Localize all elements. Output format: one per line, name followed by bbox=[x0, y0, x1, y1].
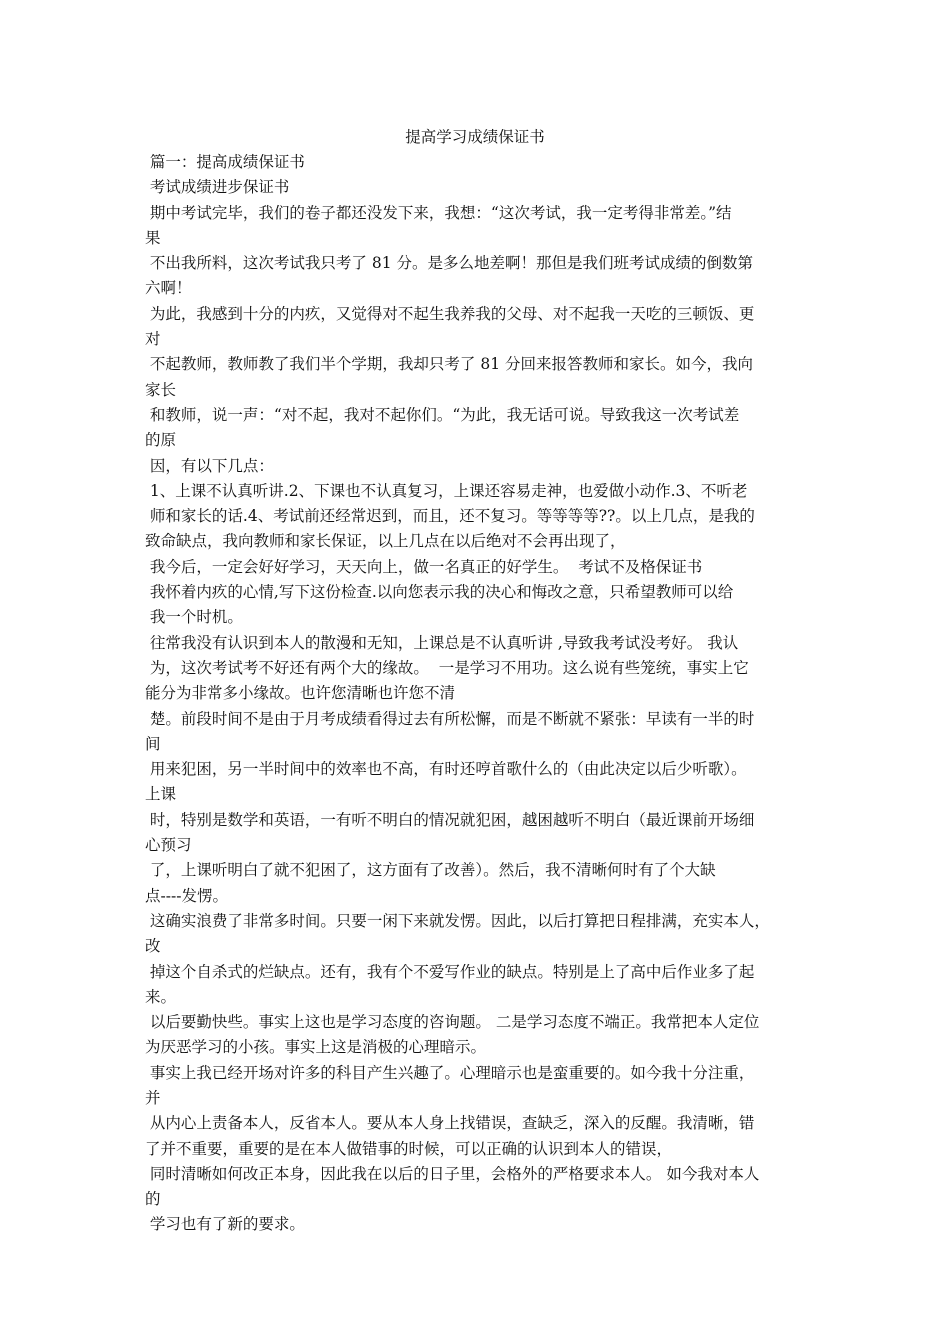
body-text-line: 我怀着内疚的心情,写下这份检查.以向您表示我的决心和悔改之意，只希望教师可以给 bbox=[145, 583, 734, 602]
body-text-line: 上课 bbox=[145, 785, 177, 804]
body-text-line: 为，这次考试考不好还有两个大的缘故。 一是学习不用功。这么说有些笼统，事实上它 bbox=[145, 658, 749, 677]
body-text-line: 不起教师，教师教了我们半个学期，我却只考了 81 分回来报答教师和家长。如今，我向 bbox=[145, 355, 754, 374]
body-text-line: 并 bbox=[145, 1088, 161, 1107]
body-text-line: 不出我所料，这次考试我只考了 81 分。是多么地差啊！那但是我们班考试成绩的倒数第 bbox=[145, 254, 754, 273]
body-text-line: 这确实浪费了非常多时间。只要一闲下来就发愣。因此，以后打算把日程排满，充实本人， bbox=[145, 911, 770, 930]
body-text-line: 为此，我感到十分的内疚，又觉得对不起生我养我的父母、对不起我一天吃的三顿饭、更 bbox=[145, 304, 755, 323]
body-text-line: 了并不重要，重要的是在本人做错事的时候，可以正确的认识到本人的错误， bbox=[145, 1139, 673, 1158]
body-text-line: 从内心上责备本人，反省本人。要从本人身上找错误，查缺乏，深入的反醒。我清晰，错 bbox=[145, 1114, 755, 1133]
body-text-line: 致命缺点，我向教师和家长保证，以上几点在以后绝对不会再出现了， bbox=[145, 532, 626, 551]
body-text-line: 期中考试完毕，我们的卷子都还没发下来，我想：“这次考试，我一定考得非常差。”结 bbox=[145, 203, 732, 222]
body-text-line: 为厌恶学习的小孩。事实上这是消极的心理暗示。 bbox=[145, 1038, 487, 1057]
body-text-line: 学习也有了新的要求。 bbox=[145, 1215, 305, 1234]
body-text-line: 间 bbox=[145, 734, 161, 753]
body-text-line: 点----发愣。 bbox=[145, 886, 228, 905]
body-text-line: 时，特别是数学和英语，一有听不明白的情况就犯困，越困越听不明白（最近课前开场细 bbox=[145, 810, 755, 829]
body-text-line: 对 bbox=[145, 330, 161, 349]
body-text-line: 来。 bbox=[145, 987, 177, 1006]
document-body bbox=[145, 150, 815, 1238]
body-text-line: 考试成绩进步保证书 bbox=[145, 178, 290, 197]
body-text-line: 1、上课不认真听讲.2、下课也不认真复习，上课还容易走神，也爱做小动作.3、不听老 bbox=[145, 481, 748, 500]
body-text-line: 能分为非常多小缘故。也许您清晰也许您不清 bbox=[145, 684, 456, 703]
body-text-line: 我今后，一定会好好学习，天天向上，做一名真正的好学生。 考试不及格保证书 bbox=[145, 557, 703, 576]
body-text-line: 我一个时机。 bbox=[145, 608, 243, 627]
body-text-line: 家长 bbox=[145, 380, 177, 399]
body-text-line: 的 bbox=[145, 1190, 161, 1209]
body-text-line: 果 bbox=[145, 228, 161, 247]
body-text-line: 楚。前段时间不是由于月考成绩看得过去有所松懈，而是不断就不紧张：早读有一半的时 bbox=[145, 709, 755, 728]
body-text-line: 同时清晰如何改正本身，因此我在以后的日子里，会格外的严格要求本人。 如今我对本人 bbox=[145, 1164, 760, 1183]
body-text-line: 六啊！ bbox=[145, 279, 192, 298]
body-text-line: 了，上课听明白了就不犯困了，这方面有了改善）。然后，我不清晰何时有了个大缺 bbox=[145, 861, 716, 880]
document-title: 提高学习成绩保证书 bbox=[405, 128, 545, 146]
body-text-line: 改 bbox=[145, 937, 161, 956]
body-text-line: 用来犯困，另一半时间中的效率也不高，有时还哼首歌什么的（由此决定以后少听歌）。 bbox=[145, 760, 747, 779]
body-text-line: 以后要勤快些。事实上这也是学习态度的咨询题。 二是学习态度不端正。我常把本人定位 bbox=[145, 1013, 760, 1032]
body-text-line: 事实上我已经开场对许多的科目产生兴趣了。心理暗示也是蛮重要的。如今我十分注重， bbox=[145, 1063, 755, 1082]
body-text-line: 掉这个自杀式的烂缺点。还有，我有个不爱写作业的缺点。特别是上了高中后作业多了起 bbox=[145, 962, 755, 981]
body-text-line: 的原 bbox=[145, 431, 177, 450]
body-text-line: 往常我没有认识到本人的散漫和无知，上课总是不认真听讲 ,导致我考试没考好。 我认 bbox=[145, 633, 739, 652]
body-text-line: 因，有以下几点： bbox=[145, 456, 274, 475]
body-text-line: 和教师，说一声：“对不起，我对不起你们。“为此，我无话可说。导致我这一次考试差 bbox=[145, 405, 740, 424]
body-text-line: 师和家长的话.4、考试前还经常迟到，而且，还不复习。等等等等??。以上几点，是我的 bbox=[145, 507, 755, 526]
body-text-line: 心预习 bbox=[145, 836, 192, 855]
body-text-line: 篇一：提高成绩保证书 bbox=[145, 153, 305, 171]
